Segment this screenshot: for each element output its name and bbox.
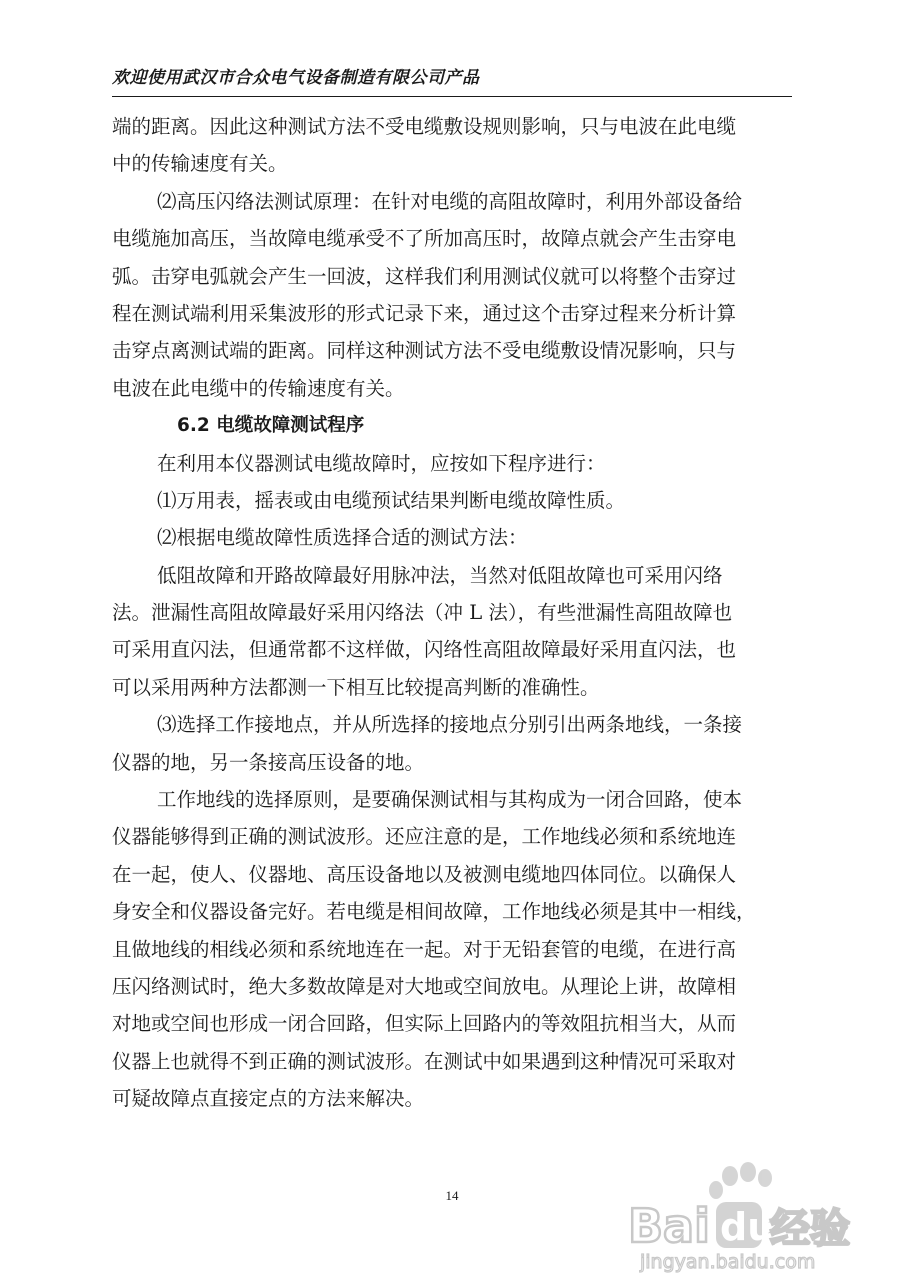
text-line: 仪器的地，另一条接高压设备的地。 bbox=[112, 750, 425, 774]
text-line: 可疑故障点直接定点的方法来解决。 bbox=[112, 1087, 425, 1111]
text-line: 仪器上也就得不到正确的测试波形。在测试中如果遇到这种情况可采取对 bbox=[112, 1049, 737, 1073]
text-line: 压闪络测试时，绝大多数故障是对大地或空间放电。从理论上讲，故障相 bbox=[112, 974, 737, 998]
svg-text:jingyan.baidu.com: jingyan.baidu.com bbox=[640, 1251, 816, 1273]
text-line: 击穿点离测试端的距离。同样这种测试方法不受电缆敷设情况影响，只与 bbox=[112, 339, 737, 363]
text-line: ⑵高压闪络法测试原理：在针对电缆的高阻故障时，利用外部设备给 bbox=[157, 189, 743, 213]
header-divider bbox=[112, 96, 792, 97]
text-line: 在一起，使人、仪器地、高压设备地以及被测电缆地四体同位。以确保人 bbox=[112, 862, 737, 886]
page-number: 14 bbox=[445, 1188, 459, 1203]
text-line: 可采用直闪法，但通常都不这样做，闪络性高阻故障最好采用直闪法，也 bbox=[112, 638, 737, 662]
text-line: 且做地线的相线必须和系统地连在一起。对于无铅套管的电缆，在进行高 bbox=[112, 937, 737, 961]
text-line: 电缆施加高压，当故障电缆承受不了所加高压时，故障点就会产生击穿电 bbox=[112, 227, 737, 251]
text-line: ⑴万用表，摇表或由电缆预试结果判断电缆故障性质。 bbox=[157, 488, 626, 512]
section-heading: 6.2 电缆故障测试程序 bbox=[177, 415, 365, 437]
baidu-jingyan-watermark-logo bbox=[612, 1162, 892, 1274]
text-line: 对地或空间也形成一闭合回路，但实际上回路内的等效阻抗相当大，从而 bbox=[112, 1012, 737, 1036]
text-line: 仪器能够得到正确的测试波形。还应注意的是，工作地线必须和系统地连 bbox=[112, 825, 737, 849]
text-line: ⑵根据电缆故障性质选择合适的测试方法： bbox=[157, 526, 528, 550]
svg-text:经验: 经验 bbox=[770, 1206, 850, 1252]
text-line: 在利用本仪器测试电缆故障时，应按如下程序进行： bbox=[157, 451, 606, 475]
text-line: 法。泄漏性高阻故障最好采用闪络法（冲 L 法），有些泄漏性高阻故障也 bbox=[112, 601, 733, 625]
text-line: 中的传输速度有关。 bbox=[112, 152, 288, 176]
text-line: 可以采用两种方法都测一下相互比较提高判断的准确性。 bbox=[112, 675, 600, 699]
text-line: 端的距离。因此这种测试方法不受电缆敷设规则影响，只与电波在此电缆 bbox=[112, 115, 737, 138]
text-line: 程在测试端利用采集波形的形式记录下来，通过这个击穿过程来分析计算 bbox=[112, 301, 737, 325]
text-line: 身安全和仪器设备完好。若电缆是相间故障，工作地线必须是其中一相线， bbox=[112, 900, 756, 924]
text-line: ⑶选择工作接地点，并从所选择的接地点分别引出两条地线，一条接 bbox=[157, 713, 743, 737]
page-header-title: 欢迎使用武汉市合众电气设备制造有限公司产品 bbox=[112, 68, 480, 88]
svg-text:du: du bbox=[720, 1205, 775, 1249]
text-line: 低阻故障和开路故障最好用脉冲法，当然对低阻故障也可采用闪络 bbox=[157, 563, 723, 587]
body-text bbox=[112, 108, 792, 1118]
svg-text:Bai: Bai bbox=[628, 1199, 710, 1253]
text-line: 弧。击穿电弧就会产生一回波，这样我们利用测试仪就可以将整个击穿过 bbox=[112, 264, 737, 288]
text-line: 工作地线的选择原则，是要确保测试相与其构成为一闭合回路，使本 bbox=[157, 788, 743, 812]
text-line: 电波在此电缆中的传输速度有关。 bbox=[112, 376, 405, 400]
baidu-paw-logo bbox=[612, 1162, 892, 1274]
